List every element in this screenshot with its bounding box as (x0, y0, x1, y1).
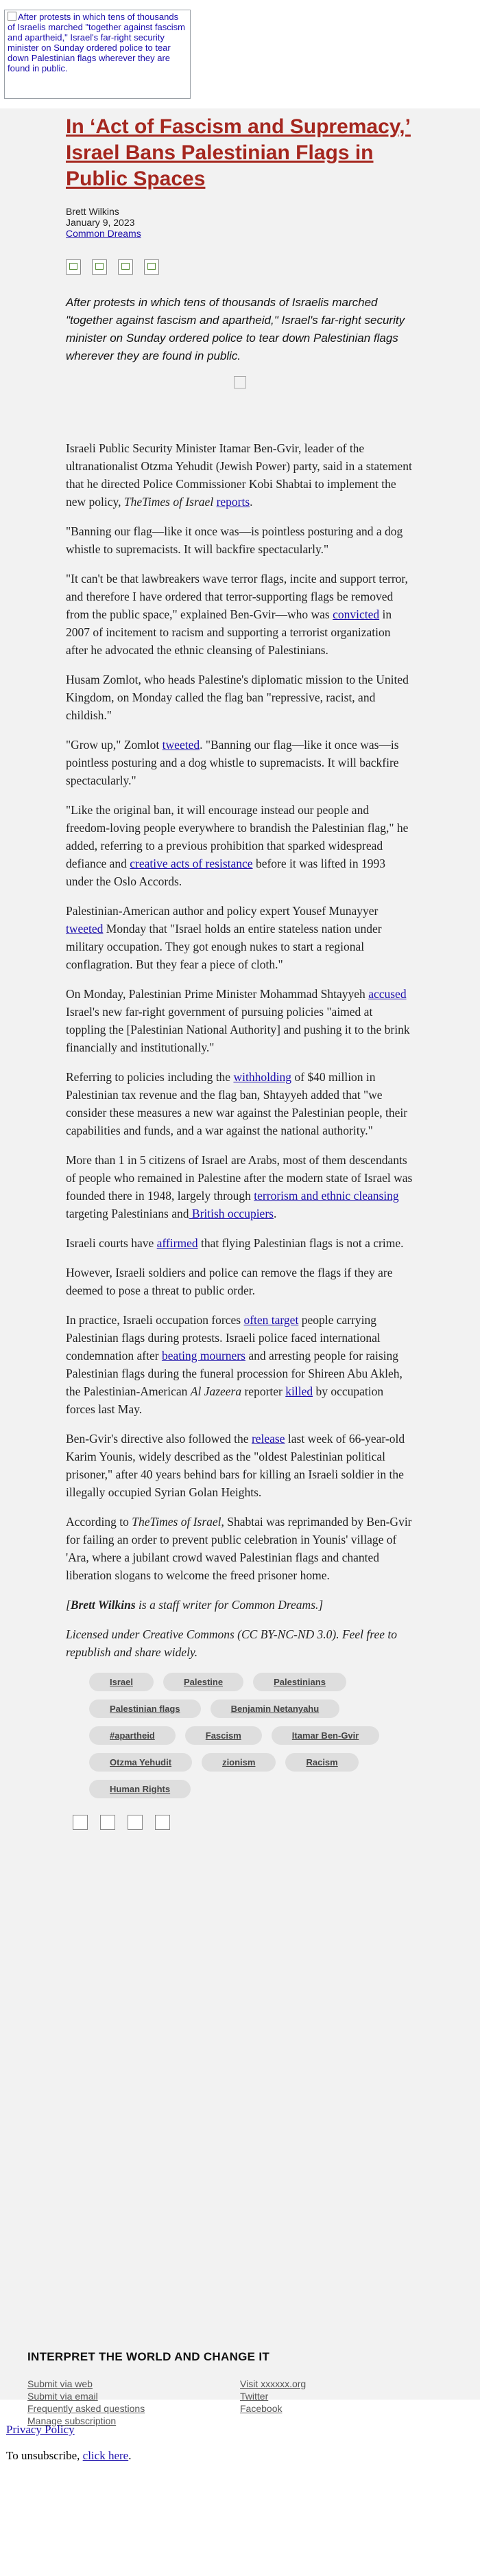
text-run: TheTimes of Israel (132, 1515, 221, 1529)
article-paragraph (66, 671, 414, 724)
text-run: More than 1 in 5 citizens of Israel are Arabs, most of them descendants of people who remained in Palestine after the modern state of Israel was founded there in 1948, largely through (66, 1153, 413, 1203)
privacy-policy (6, 2423, 75, 2437)
text-run: [ (66, 1598, 71, 1612)
text-run: In practice, Israeli occupation forces (66, 1313, 244, 1327)
article-paragraph (66, 439, 414, 511)
article-card (0, 108, 480, 1833)
text-run: "Grow up," Zomlot (66, 738, 163, 752)
text-run: Referring to policies including the (66, 1070, 234, 1084)
inline-link[interactable]: tweeted (162, 738, 200, 752)
text-run: and arresting people for raising Palestinian flags during the funeral procession for Shireen Abu Akleh, the Palestinian-American (66, 1349, 403, 1398)
article-source-link[interactable]: Common Dreams (66, 228, 141, 239)
share-icon[interactable] (155, 1815, 170, 1830)
share-icon[interactable] (128, 1815, 143, 1830)
text-run: Al Jazeera (190, 1384, 242, 1398)
tag-chip[interactable]: Israel (89, 1673, 154, 1691)
text-run: Palestinian-American author and policy expert Yousef Munayyer (66, 904, 379, 918)
text-run: last week of 66-year-old Karim Younis, widely described as the "oldest Palestinian political prisoner," after 40 years behind bars for killing an Israeli soldier in the illegally occupied Syrian Golan Heights. (66, 1432, 405, 1499)
hero-image-icon (234, 376, 246, 388)
footer-link[interactable]: Submit via email (27, 2391, 98, 2402)
footer-link[interactable]: Visit xxxxxx.org (240, 2378, 307, 2389)
article-lede: After protests in which tens of thousands of Israelis marched "together against fascism and apartheid," Israel's far-right security minister on Sunday ordered police to tear down Palestinian flags wherever they are found in public. (66, 296, 405, 362)
text-run: Israeli courts have (66, 1236, 157, 1250)
article-date: January 9, 2023 (66, 217, 135, 228)
header-image-placeholder (4, 10, 191, 99)
text-run: that flying Palestinian flags is not a crime. (197, 1236, 404, 1250)
article-paragraph (66, 1311, 414, 1418)
footer-heading: INTERPRET THE WORLD AND CHANGE IT (27, 2350, 270, 2363)
inline-link[interactable]: often target (243, 1313, 299, 1327)
inline-link[interactable]: tweeted (66, 922, 104, 936)
article-paragraph (66, 1513, 414, 1584)
article-paragraph (66, 902, 414, 973)
share-icon[interactable] (118, 259, 133, 275)
text-run: targeting Palestinians and (66, 1207, 189, 1220)
text-run: Israel's new far-right government of pursuing policies "aimed at toppling the [Palestinian National Authority] and pushing it to the brink financially and institutionally." (66, 1005, 410, 1054)
text-run: Israeli Public Security Minister Itamar Ben-Gvir, leader of the ultranationalist Otzma Yehudit (Jewish Power) party, said in a statement that he directed Police Commissioner Kobi Shabtai to implement the new policy, (66, 441, 412, 509)
share-icons-bottom (66, 1815, 414, 1833)
text-run: reporter (241, 1384, 286, 1398)
article-body (66, 439, 414, 1661)
share-icon[interactable] (100, 1815, 115, 1830)
header-image-alt: After protests in which tens of thousands of Israelis marched "together against fascism and apartheid," Israel's far-right security minister on Sunday ordered police to tear down Palestinian flags wherever they are found in public. (8, 12, 185, 73)
unsubscribe-line (6, 2449, 131, 2463)
article-paragraph (66, 522, 414, 558)
inline-link[interactable]: killed (285, 1384, 313, 1398)
author-bio (66, 1596, 414, 1614)
tag-chip[interactable]: Racism (285, 1753, 358, 1772)
article-paragraph (66, 570, 414, 659)
share-icons-top (66, 259, 414, 275)
text-run: However, Israeli soldiers and police can remove the flags if they are deemed to pose a threat to public order. (66, 1266, 393, 1297)
tag-chip[interactable]: Palestinian flags (89, 1699, 201, 1718)
tag-chip[interactable]: Fascism (185, 1726, 262, 1745)
text-run: . (273, 1207, 277, 1220)
tag-chip[interactable]: Benjamin Netanyahu (211, 1699, 340, 1718)
share-icon[interactable] (73, 1815, 88, 1830)
article-paragraph (66, 985, 414, 1056)
unsubscribe-suffix: . (128, 2449, 132, 2462)
text-run: Ben-Gvir's directive also followed the (66, 1432, 252, 1446)
inline-link[interactable]: terrorism and ethnic cleansing (254, 1189, 399, 1203)
inline-link[interactable]: withholding (233, 1070, 292, 1084)
text-run: in 2007 of incitement to racism and supporting a terrorist organization after he advocated the ethnic cleansing of Palestinians. (66, 607, 392, 657)
article-paragraph (66, 1234, 414, 1252)
tag-chip[interactable]: Itamar Ben-Gvir (272, 1726, 380, 1745)
footer-links-left (27, 2378, 240, 2427)
text-run: before it was lifted in 1993 under the Oslo Accords. (66, 857, 385, 888)
text-run: "Like the original ban, it will encourage instead our people and freedom-loving people everywhere to brandish the Palestinian flag," he added, referring to a previous prohibition that sparked widespread defiance and (66, 803, 409, 870)
tag-chip[interactable]: Palestinians (253, 1673, 346, 1691)
article-paragraph (66, 1151, 414, 1222)
inline-link[interactable]: British occupiers (189, 1207, 274, 1220)
footer-link[interactable]: Frequently asked questions (27, 2403, 145, 2414)
tag-chip[interactable]: Human Rights (89, 1780, 191, 1798)
article-paragraph (66, 1264, 414, 1299)
tag-chip[interactable]: #apartheid (89, 1726, 176, 1745)
footer-link[interactable]: Manage subscription (27, 2415, 117, 2426)
text-run: , Shabtai was reprimanded by Ben-Gvir for failing an order to prevent public celebration in Younis' village of 'Ara, where a jubilant crowd waved Palestinian flags and chanted liberation slogans to welcome the freed prisoner home. (66, 1515, 412, 1582)
tag-chip[interactable]: zionism (202, 1753, 276, 1772)
article-paragraph (66, 1068, 414, 1139)
share-icon[interactable] (92, 259, 107, 275)
text-run: According to (66, 1515, 132, 1529)
text-run: is a staff writer for Common Dreams.] (135, 1598, 324, 1612)
text-run: On Monday, Palestinian Prime Minister Mohammad Shtayyeh (66, 987, 369, 1001)
article-paragraph (66, 1430, 414, 1501)
inline-link[interactable]: affirmed (156, 1236, 198, 1250)
text-run: Husam Zomlot, who heads Palestine's diplomatic mission to the United Kingdom, on Monday called the flag ban "repressive, racist, and childish." (66, 673, 409, 722)
license-note: Licensed under Creative Commons (CC BY-NC-ND 3.0). Feel free to republish and share widely. (66, 1627, 397, 1659)
text-run: TheTimes of Israel (123, 495, 214, 509)
share-icon[interactable] (66, 259, 81, 275)
newsletter-footer (0, 2350, 480, 2427)
footer-link[interactable]: Facebook (240, 2403, 283, 2414)
article-author: Brett Wilkins (66, 206, 119, 217)
inline-link[interactable]: beating mourners (161, 1349, 245, 1362)
inline-link[interactable]: release (251, 1432, 285, 1446)
tag-chip[interactable]: Palestine (163, 1673, 243, 1691)
unsubscribe-link[interactable]: click here (82, 2449, 129, 2462)
footer-link[interactable]: Twitter (240, 2391, 269, 2402)
article-paragraph (66, 801, 414, 890)
inline-link[interactable]: accused (368, 987, 407, 1001)
article-meta (66, 206, 414, 239)
tag-list (66, 1673, 414, 1807)
text-run: "It can't be that lawbreakers wave terror flags, incite and support terror, and therefore I have ordered that terror-supporting flags be removed from the public space," explained Ben-Gvir—who was (66, 572, 408, 621)
inline-link[interactable]: reports (216, 495, 250, 509)
text-run: Monday that "Israel holds an entire stateless nation under military occupation. They got enough nukes to start a regional conflagration. But they fear a piece of cloth." (66, 922, 382, 971)
text-run: Brett Wilkins (70, 1598, 136, 1612)
share-icon[interactable] (144, 259, 159, 275)
article-container (0, 108, 480, 2426)
text-run: people carrying Palestinian flags during protests. Israeli police faced international condemnation after (66, 1313, 381, 1362)
inline-link[interactable]: creative acts of resistance (130, 857, 253, 870)
article-title-link[interactable]: In ‘Act of Fascism and Supremacy,’ Israel Bans Palestinian Flags in Public Spaces (66, 115, 411, 190)
text-run: of $40 million in Palestinian tax revenue and the flag ban, Shtayyeh added that "we consider these measures a new war against the Palestinian people, their capabilities and funds, and a war against the national authority." (66, 1070, 408, 1137)
footer-links-right (240, 2378, 453, 2427)
unsubscribe-prefix: To unsubscribe, (6, 2449, 83, 2462)
tag-chip[interactable]: Otzma Yehudit (89, 1753, 192, 1772)
privacy-policy-link[interactable]: Privacy Policy (6, 2423, 75, 2436)
text-run: by occupation forces last May. (66, 1384, 384, 1416)
broken-image-icon (8, 12, 16, 21)
text-run: "Banning our flag—like it once was—is pointless posturing and a dog whistle to supremacists. It will backfire spectacularly." (66, 524, 403, 556)
footer-link[interactable]: Submit via web (27, 2378, 93, 2389)
text-run: . "Banning our flag—like it once was—is pointless posturing and a dog whistle to supremacists. It will backfire spectacularly." (66, 738, 399, 787)
article-paragraph (66, 736, 414, 789)
text-run: . (250, 495, 253, 509)
inline-link[interactable]: convicted (333, 607, 380, 621)
